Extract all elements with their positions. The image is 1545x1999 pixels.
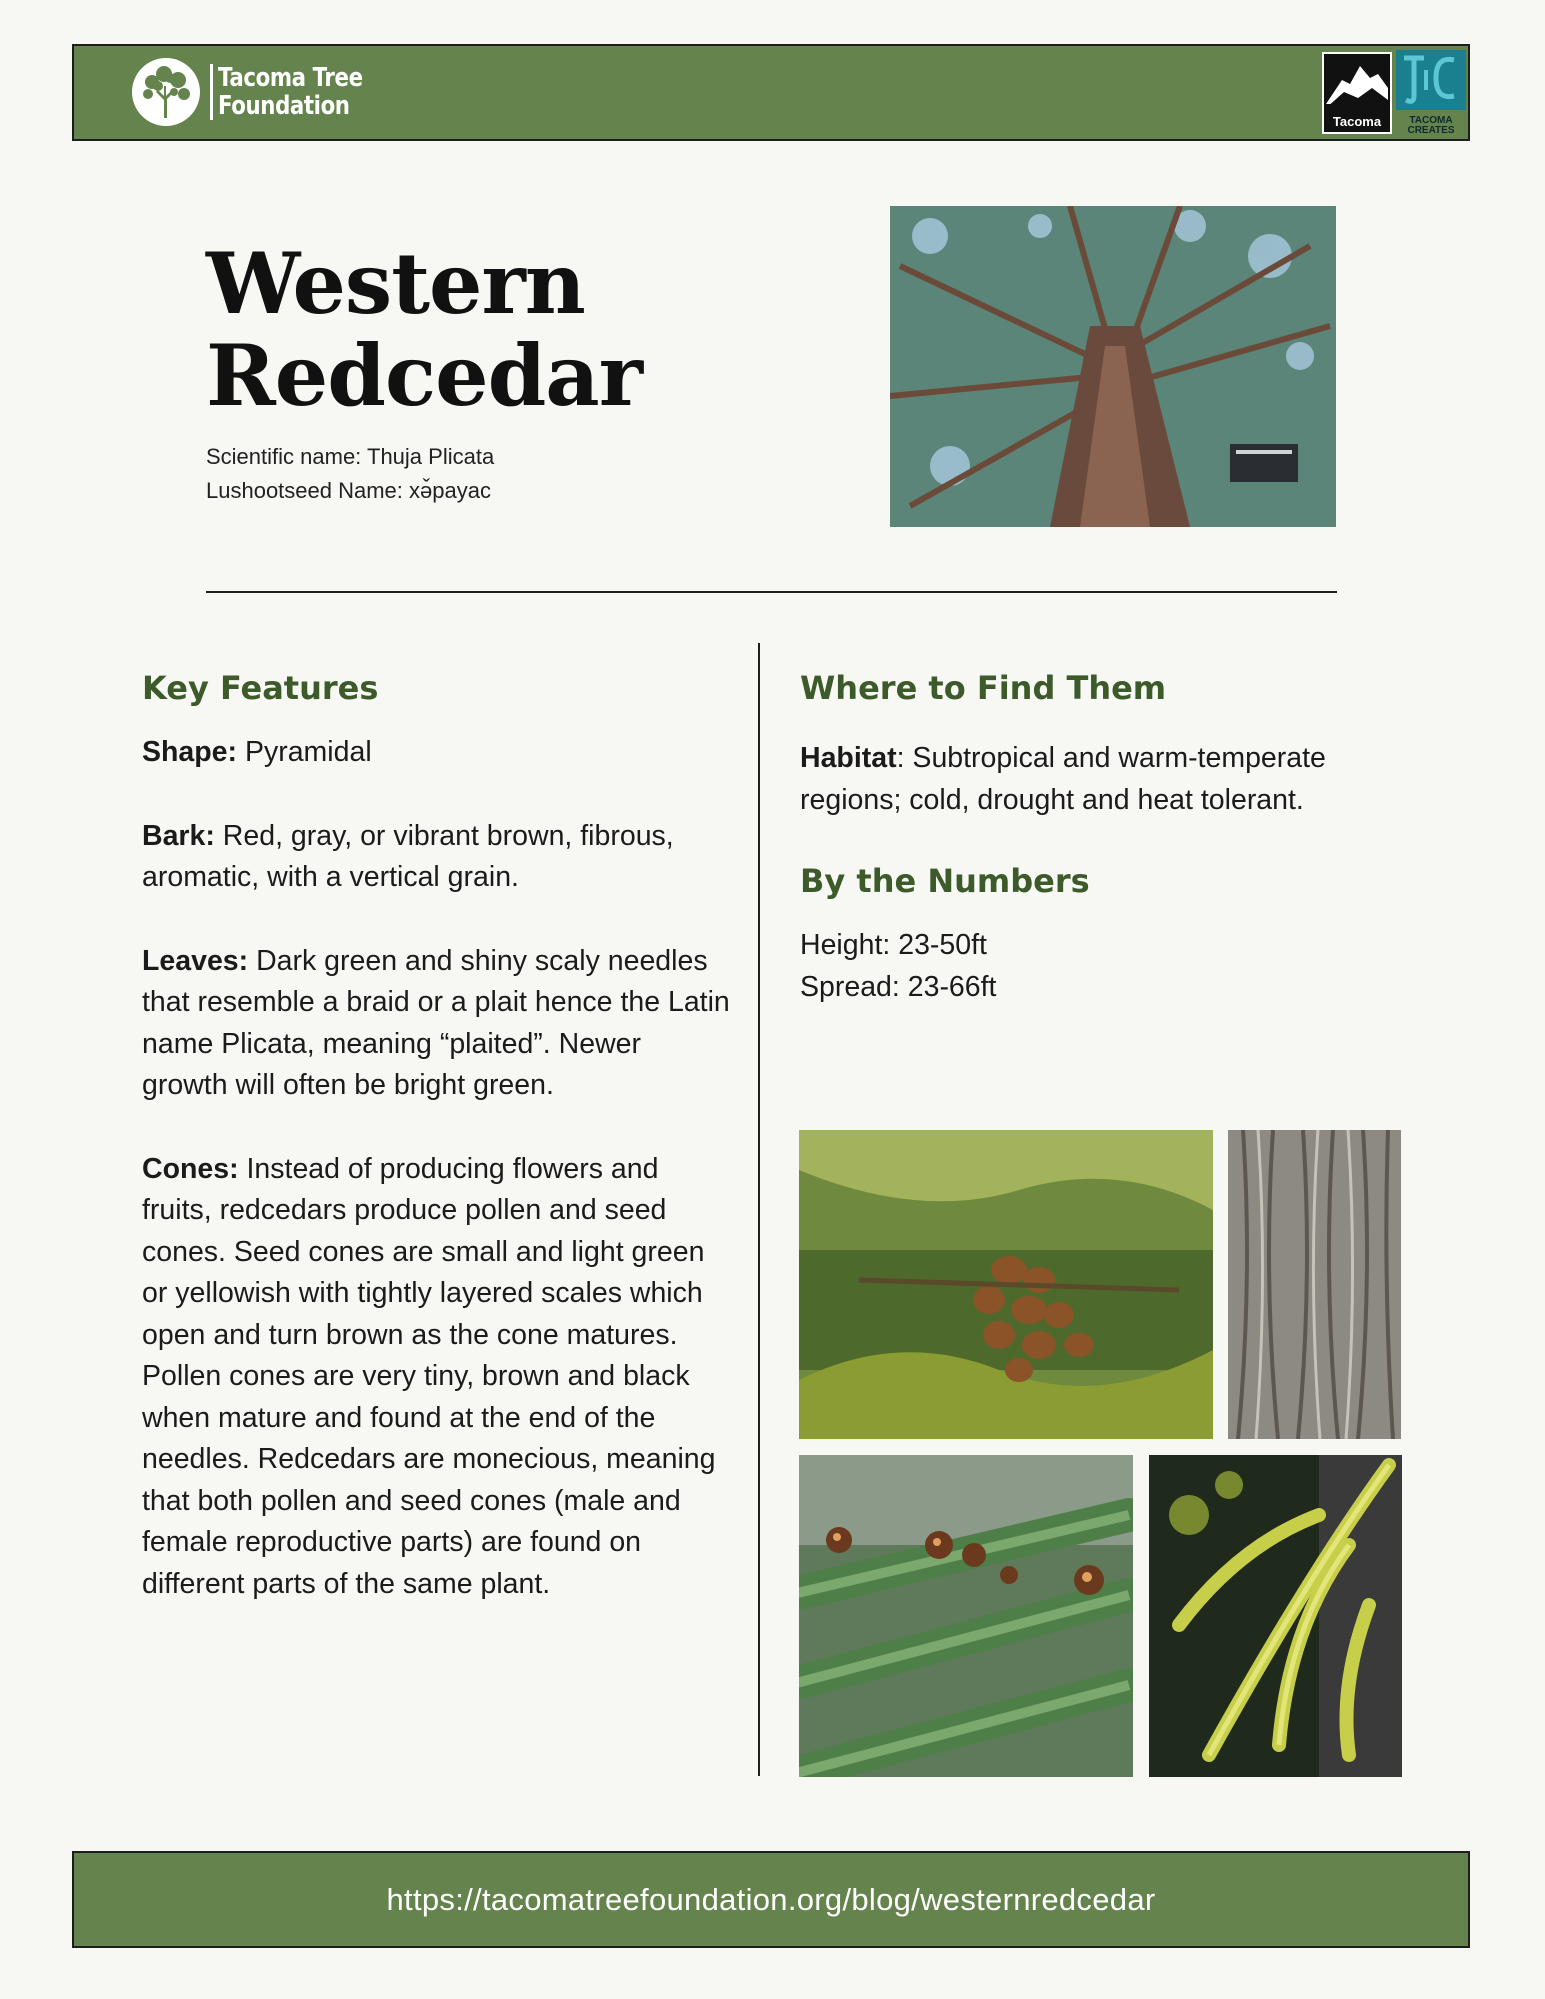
key-features-heading: Key Features [142, 669, 379, 707]
creates-logo-label: TACOMA CREATES [1407, 115, 1455, 136]
brand-logo[interactable] [130, 56, 394, 128]
habitat-label: Habitat [800, 742, 897, 774]
cones-label: Cones: [142, 1152, 239, 1185]
cones-text: Instead of producing flowers and fruits, redcedars produce pollen and seed cones. Seed cones are small and light green or yellowish with tightly layered scales which open and turn brown as the cone matures. Pollen cones are very tiny, brown and black when mature and found at the end of the needles. Redcedars are monecious, meaning that both pollen and seed cones (male and female reproductive parts) are found on different parts of the same plant. [142, 1152, 716, 1600]
title-divider [206, 591, 1337, 593]
bark-text: Red, gray, or vibrant brown, fibrous, aromatic, with a vertical grain. [142, 819, 674, 893]
cones-photo [799, 1130, 1213, 1439]
footer-bar [72, 1851, 1470, 1948]
title-line-2: Redcedar [206, 326, 642, 425]
shape-text: Pyramidal [237, 736, 372, 768]
hero-tree-photo [890, 206, 1336, 527]
brand-name: Tacoma Tree Foundation [210, 64, 394, 120]
where-heading: Where to Find Them [800, 669, 1167, 707]
leaves-label: Leaves: [142, 944, 249, 977]
habitat-paragraph [800, 738, 1400, 821]
bark-paragraph [142, 816, 732, 899]
tacoma-creates-icon [1396, 50, 1466, 110]
header-bar [72, 44, 1470, 141]
names-block [206, 440, 494, 508]
cones-paragraph [142, 1149, 732, 1606]
city-logo-label: Tacoma [1332, 114, 1382, 129]
tacoma-creates-logo[interactable] [1396, 50, 1466, 136]
bark-label: Bark: [142, 819, 215, 852]
pollen-cones-photo [799, 1455, 1133, 1777]
page-title [206, 234, 642, 425]
shape-paragraph [142, 732, 732, 774]
bark-photo [1228, 1130, 1401, 1439]
city-of-tacoma-logo[interactable] [1322, 52, 1392, 134]
lushootseed-name: Lushootseed Name: xə̌payac [206, 478, 491, 503]
column-divider [758, 643, 760, 1776]
height-value: Height: 23-50ft [800, 929, 987, 961]
habitat-text: : Subtropical and warm-temperate regions; cold, drought and heat tolerant. [800, 742, 1326, 816]
where-section [800, 668, 1400, 1008]
tree-icon [130, 56, 202, 128]
leaves-text: Dark green and shiny scaly needles that resemble a braid or a plait hence the Latin name Plicata, meaning “plaited”. Newer growth will often be bright green. [142, 944, 730, 1101]
footer-link[interactable]: https://tacomatreefoundation.org/blog/westernredcedar [386, 1881, 1156, 1917]
new-growth-photo [1149, 1455, 1402, 1777]
leaves-paragraph [142, 941, 732, 1107]
spread-value: Spread: 23-66ft [800, 970, 997, 1003]
shape-label: Shape: [142, 736, 238, 768]
key-features-section [142, 668, 732, 1605]
mountain-icon [1324, 54, 1390, 110]
scientific-name: Scientific name: Thuja Plicata [206, 444, 495, 469]
numbers-heading: By the Numbers [800, 862, 1090, 900]
title-line-1: Western [206, 234, 585, 333]
